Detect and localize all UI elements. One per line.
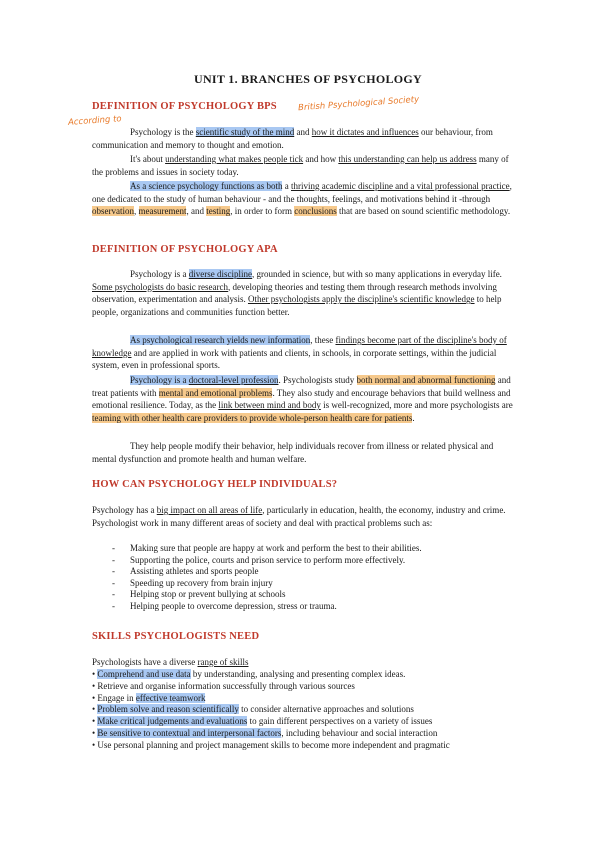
help-intro: Psychology has a big impact on all areas of life, particularly in education, health, the economy, industry and crime. Psychologist work in many different areas of society and deal with practical problems such as: (92, 505, 506, 528)
heading-skills: SKILLS PSYCHOLOGISTS NEED (92, 631, 260, 642)
list-item: • Retrieve and organise information successfully through various sources (92, 681, 522, 693)
help-list (112, 543, 512, 613)
bps-paragraph-1: Psychology is the scientific study of the mind and how it dictates and influences our behaviour, from communication and memory to thought and emotion. (92, 127, 493, 150)
apa-paragraph-2: As psychological research yields new information, these findings become part of the discipline's body of knowledge and are applied in work with patients and clients, in schools, in corporate settings, within the judicial system, even in professional sports. (92, 335, 507, 371)
apa-paragraph-1: Psychology is a diverse discipline, grounded in science, but with so many applications in everyday life. Some psychologists do basic research, developing theories and testing them through research methods involving observation, experimentation and analysis. Other psychologists apply the discipline's scientific knowledge to help people, organizations and communities function better. (92, 269, 502, 317)
list-item: • Use personal planning and project management skills to become more independent and pragmatic (92, 740, 522, 752)
list-item: - Making sure that people are happy at work and perform the best to their abilities. (112, 543, 512, 555)
list-item: • Make critical judgements and evaluations to gain different perspectives on a variety of issues (92, 716, 522, 728)
list-item: - Speeding up recovery from brain injury (112, 578, 512, 590)
bps-paragraph-2: It's about understanding what makes people tick and how this understanding can help us address many of the problems and issues in society today. (92, 154, 509, 177)
handwritten-note-according: According to (67, 114, 122, 128)
list-item: • Comprehend and use data by understanding, analysing and presenting complex ideas. (92, 669, 522, 681)
heading-help: HOW CAN PSYCHOLOGY HELP INDIVIDUALS? (92, 479, 338, 490)
skills-list (92, 669, 522, 752)
list-item: • Engage in effective teamwork (92, 693, 522, 705)
list-item: - Helping stop or prevent bullying at schools (112, 589, 512, 601)
list-item: - Assisting athletes and sports people (112, 566, 512, 578)
handwritten-note-society: British Psychological Society (297, 94, 420, 114)
list-item: • Be sensitive to contextual and interpersonal factors, including behaviour and social interaction (92, 728, 522, 740)
list-item: - Supporting the police, courts and prison service to perform more effectively. (112, 555, 512, 567)
list-item: • Problem solve and reason scientifically to consider alternative approaches and solutions (92, 704, 522, 716)
heading-apa: DEFINITION OF PSYCHOLOGY APA (92, 244, 278, 255)
heading-bps: DEFINITION OF PSYCHOLOGY BPS (92, 101, 277, 112)
bps-paragraph-3: As a science psychology functions as both a thriving academic discipline and a vital professional practice, one dedicated to the study of human behaviour - and the thoughts, feelings, and motivations behind it -through observation, measurement, and testing, in order to form conclusions that are based on sound scientific methodology. (92, 181, 512, 217)
skills-intro: Psychologists have a diverse range of skills (92, 657, 249, 667)
apa-paragraph-3: Psychology is a doctoral-level profession. Psychologists study both normal and abnormal functioning and treat patients with mental and emotional problems. They also study and encourage behaviors that build wellness and emotional resilience. Today, as the link between mind and body is well-recognized, more and more psychologists are teaming with other health care providers to provide whole-person health care for patients. (92, 375, 513, 423)
page-title: UNIT 1. BRANCHES OF PSYCHOLOGY (193, 72, 423, 86)
list-item: - Helping people to overcome depression, stress or trauma. (112, 601, 512, 613)
apa-paragraph-4: They help people modify their behavior, help individuals recover from illness or related physical and mental dysfunction and promote health and human welfare. (92, 441, 494, 464)
